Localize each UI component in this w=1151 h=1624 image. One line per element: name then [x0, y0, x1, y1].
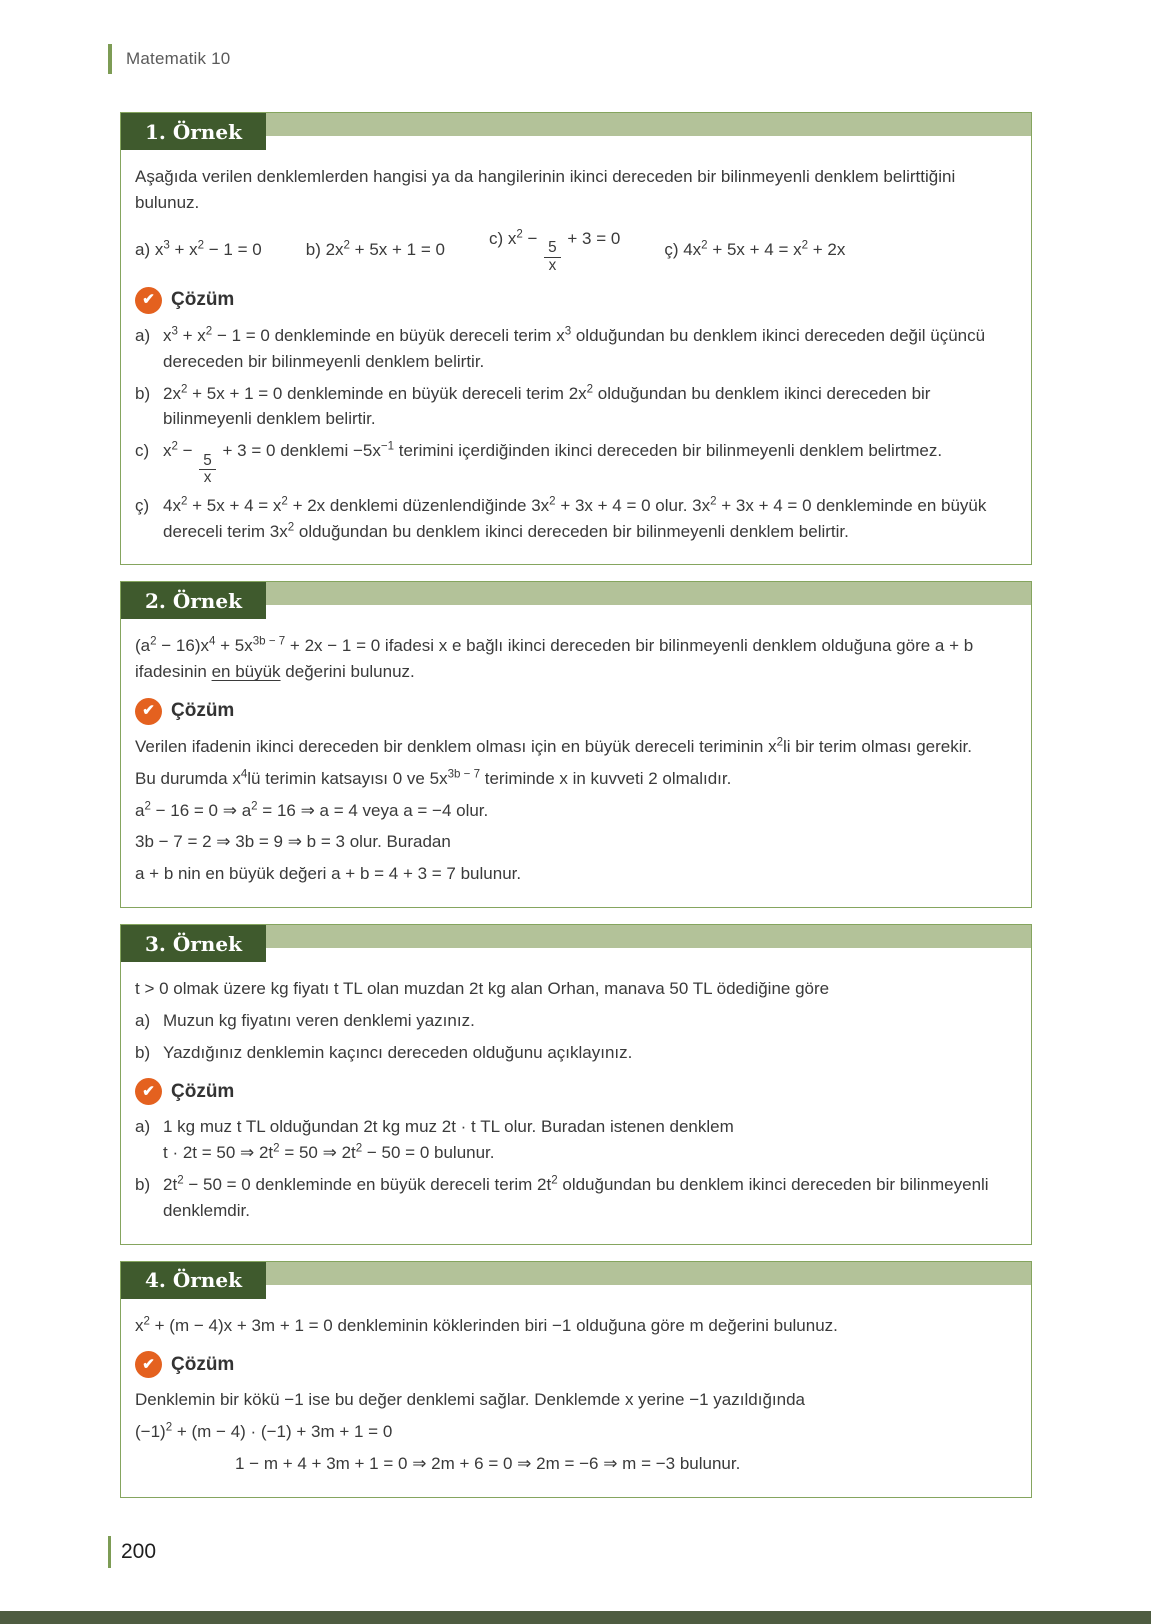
cozum-row	[135, 1351, 1015, 1380]
bottom-decoration-band	[0, 1611, 1151, 1624]
cozum-label: Çözüm	[171, 289, 235, 311]
solution-text: Bu durumda $x^4lü$ terimin katsayısı 0 ve $5x^{3b - 7}$ teriminde x in kuvveti 2 olmalıdır.	[135, 768, 732, 788]
equation-line: 1 − m + 4 + 3m + 1 = 0 ⇒ 2m + 6 = 0 ⇒ 2m = −6 ⇒ m = −3 bulunur.	[235, 1454, 741, 1474]
question-item-b: b) Yazdığınız denklemin kaçıncı dereceden olduğunu açıklayınız.	[135, 1042, 633, 1062]
equation-line: 3b − 7 = 2 ⇒ 3b = 9 ⇒ b = 3 olur. Buradan	[135, 832, 451, 852]
example-label: 4. Örnek	[121, 1262, 266, 1299]
solution-item-c: c) $x^2$ − $\frac{5}{x}$ + 3 = 0 denklemi $-5x^{-1}$ terimini içerdiğinden ikinci dereceden bir bilinmeyenli denklem belirtmez.	[135, 440, 943, 487]
example-header	[121, 925, 1031, 962]
book-title: Matematik 10	[126, 49, 231, 68]
solution-item-b: b) $2x^2 + 5x + 1 = 0$ denkleminde en büyük dereceli terim $2x^2$ olduğundan bu denklem ikinci dereceden bir bilinmeyenli denklem belirtir.	[135, 382, 931, 429]
example-label: 1. Örnek	[121, 113, 266, 150]
problem-statement: $(a^2 - 16)x^4 + 5x^{3b - 7} + 2x - 1 = 0$ ifadesi x e bağlı ikinci dereceden bir bilinmeyenli denklem olduğuna göre a + b ifadesinin en büyük değerini bulunuz.	[135, 635, 974, 682]
checkmark-icon: ✔	[135, 698, 162, 725]
problem-statement: $x^2 + (m - 4)x + 3m + 1 = 0$ denkleminin köklerinden biri −1 olduğuna göre m değerini bulunuz.	[135, 1315, 838, 1335]
cozum-row	[135, 286, 1015, 315]
example-label: 2. Örnek	[121, 582, 266, 619]
example-body	[121, 962, 1031, 1244]
cozum-label: Çözüm	[171, 1353, 235, 1375]
example-box-4	[120, 1261, 1032, 1498]
example-header	[121, 113, 1031, 150]
checkmark-icon: ✔	[135, 1078, 162, 1105]
equation-line: $a^2 - 16 = 0$ ⇒ $a^2 = 16$ ⇒ a = 4 veya a = −4 olur.	[135, 799, 489, 820]
problem-statement: t > 0 olmak üzere kg fiyatı t TL olan muzdan 2t kg alan Orhan, manava 50 TL ödediğine göre	[135, 979, 830, 999]
example-body	[121, 150, 1031, 564]
example-box-3	[120, 924, 1032, 1245]
page-footer	[108, 1536, 156, 1568]
equation-line: $(-1)^2 + (m - 4) \cdot (-1) + 3m + 1 = 0$	[135, 1421, 393, 1442]
example-body	[121, 1299, 1031, 1497]
question-item-a: a) Muzun kg fiyatını veren denklemi yazınız.	[135, 1010, 475, 1030]
solution-item-a: a) $x^3 + x^2 - 1 = 0$ denkleminde en büyük dereceli terim $x^3$ olduğundan bu denklem ikinci dereceden değil üçüncü dereceden bir bilinmeyenli denklem belirtir.	[135, 325, 986, 371]
equation-line: a + b nin en büyük değeri a + b = 4 + 3 = 7 bulunur.	[135, 864, 522, 884]
example-body	[121, 619, 1031, 907]
example-header	[121, 1262, 1031, 1299]
cozum-row	[135, 697, 1015, 726]
solution-text: Verilen ifadenin ikinci dereceden bir denklem olması için en büyük dereceli teriminin $x^2li$ bir terim olması gerekir.	[135, 736, 972, 756]
content-column	[120, 112, 1032, 1514]
checkmark-icon: ✔	[135, 1351, 162, 1378]
problem-statement: Aşağıda verilen denklemlerden hangisi ya da hangilerinin ikinci dereceden bir bilinmeyenli denklem belirttiğini bulunuz.	[135, 167, 956, 212]
cozum-row	[135, 1078, 1015, 1107]
cozum-label: Çözüm	[171, 700, 235, 722]
example-box-2	[120, 581, 1032, 908]
solution-item-b: b) $2t^2 - 50 = 0$ denkleminde en büyük dereceli terim $2t^2$ olduğundan bu denklem ikinci dereceden bir bilinmeyenli denklemdir.	[135, 1174, 989, 1220]
example-label: 3. Örnek	[121, 925, 266, 962]
example-box-1	[120, 112, 1032, 565]
solution-item-a: a) 1 kg muz t TL olduğundan 2t kg muz 2t · t TL olur. Buradan istenen denklem t · 2t = 50 ⇒ $2t^2 = 50$ ⇒ $2t^2 - 50 = 0$ bulunur.	[135, 1117, 734, 1163]
cozum-label: Çözüm	[171, 1080, 235, 1102]
solution-item-c-cedilla: ç) $4x^2 + 5x + 4 = x^2 + 2x$ denklemi düzenlendiğinde $3x^2 + 3x + 4 = 0$ olur. $3x^2 + 3x + 4 = 0$ denkleminde en büyük dereceli terim $3x^2$ olduğundan bu denklem ikinci dereceden bir bilinmeyenli denklem belirtir.	[135, 495, 987, 541]
solution-text: Denklemin bir kökü −1 ise bu değer denklemi sağlar. Denklemde x yerine −1 yazıldığında	[135, 1390, 805, 1410]
footer-accent-bar	[108, 1536, 111, 1568]
checkmark-icon: ✔	[135, 287, 162, 314]
page-number: 200	[121, 1540, 157, 1563]
example-header	[121, 582, 1031, 619]
header-accent-bar	[108, 44, 112, 74]
options-row: a) $x^3 + x^2 - 1 = 0$ b) $2x^2 + 5x + 1 = 0$ c) $x^2$ − $\frac{5}{x}$ + 3 = 0 ç) $4x^2 + 5x + 4 = x^2 + 2x$	[135, 228, 846, 274]
page-header	[108, 44, 230, 74]
